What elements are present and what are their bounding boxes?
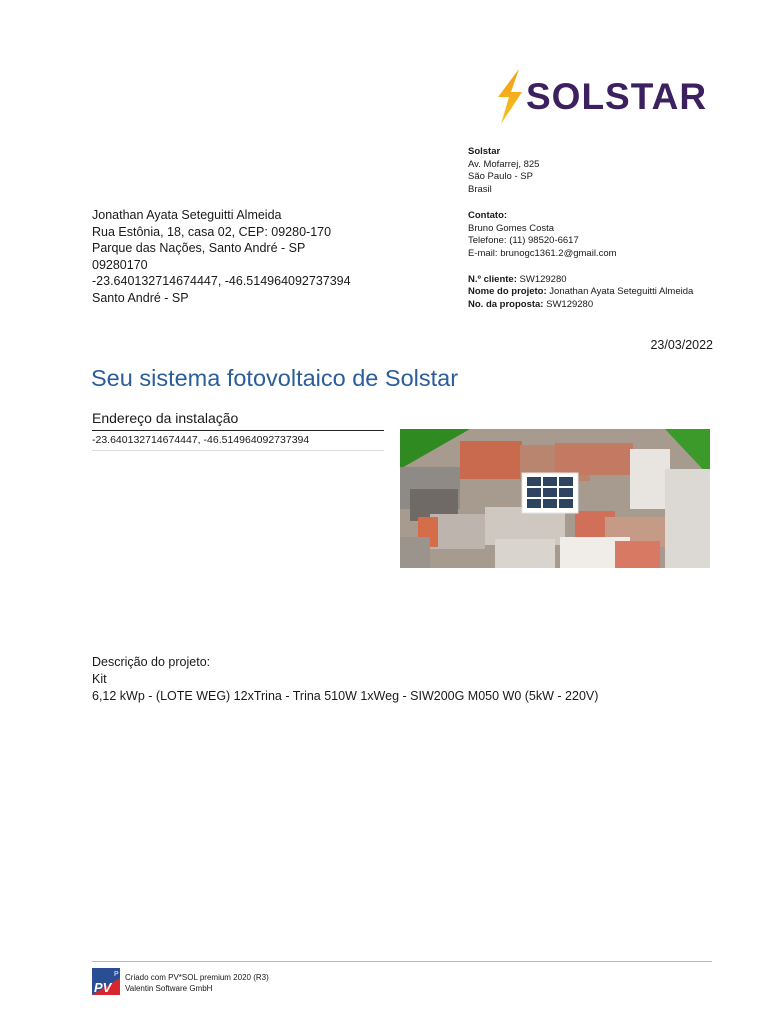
project-description bbox=[92, 654, 598, 705]
installation-heading: Endereço da instalação bbox=[92, 410, 384, 431]
proposal-number: No. da proposta: SW129280 bbox=[468, 299, 594, 311]
client-street: Rua Estônia, 18, casa 02, CEP: 09280-170 bbox=[92, 224, 332, 239]
document-date: 23/03/2022 bbox=[650, 338, 713, 352]
pvsol-logo bbox=[92, 968, 120, 995]
description-line1: Kit bbox=[92, 672, 107, 686]
pv-logo-sup: P bbox=[114, 971, 119, 978]
client-district: Parque das Nações, Santo André - SP bbox=[92, 241, 306, 255]
client-address bbox=[92, 207, 351, 306]
client-number: N.º cliente: SW129280 bbox=[468, 273, 567, 285]
company-address-line1: Av. Mofarrej, 825 bbox=[468, 158, 540, 170]
footer-line2: Valentin Software GmbH bbox=[125, 984, 213, 993]
footer-divider bbox=[92, 961, 712, 962]
company-country: Brasil bbox=[468, 184, 492, 196]
footer-line1: Criado com PV*SOL premium 2020 (R3) bbox=[125, 973, 269, 982]
footer-credits bbox=[125, 972, 269, 994]
company-name: Solstar bbox=[468, 146, 501, 157]
solstar-logo bbox=[492, 66, 722, 128]
aerial-roof-image bbox=[400, 429, 710, 568]
client-coordinates: -23.640132714674447, -46.514964092737394 bbox=[92, 274, 351, 288]
client-zip: 09280170 bbox=[92, 257, 148, 272]
company-info bbox=[468, 146, 693, 312]
contact-email: E-mail: brunogc1361.2@gmail.com bbox=[468, 247, 617, 259]
company-address-line2: São Paulo - SP bbox=[468, 171, 533, 183]
contact-label: Contato: bbox=[468, 209, 508, 221]
contact-phone: Telefone: (11) 98520-6617 bbox=[468, 235, 579, 247]
contact-name: Bruno Gomes Costa bbox=[468, 222, 555, 234]
installation-coordinates: -23.640132714674447, -46.514964092737394 bbox=[92, 434, 384, 451]
project-name: Nome do projeto: Jonathan Ayata Seteguitti Almeida bbox=[468, 286, 694, 298]
client-city: Santo André - SP bbox=[92, 290, 189, 305]
pv-logo-text: PV bbox=[94, 980, 112, 995]
client-name: Jonathan Ayata Seteguitti Almeida bbox=[92, 208, 282, 222]
description-line2: 6,12 kWp - (LOTE WEG) 12xTrina - Trina 510W 1xWeg - SIW200G M050 W0 (5kW - 220V) bbox=[92, 689, 599, 703]
brand-name: SOLSTAR bbox=[526, 76, 708, 117]
description-label: Descrição do projeto: bbox=[92, 655, 211, 669]
page-title: Seu sistema fotovoltaico de Solstar bbox=[91, 365, 459, 391]
